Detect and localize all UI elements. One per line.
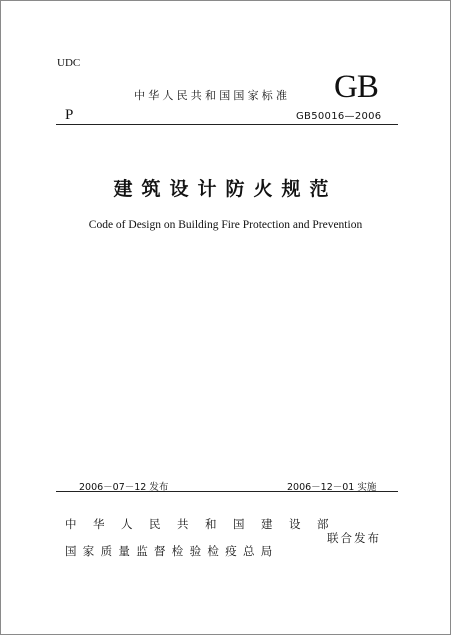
issuer-aqsiq: 国家质量监督检验检疫总局 — [65, 544, 279, 558]
joint-issue-label: 联合发布 — [327, 531, 381, 545]
title-english: Code of Design on Building Fire Protection and Prevention — [88, 219, 363, 231]
issue-date: 2006－07－12 发布 — [79, 482, 169, 493]
national-standard-name: 中华人民共和国国家标准 — [134, 89, 291, 102]
issuer-ministry: 中华人民共和国建设部 — [65, 517, 345, 531]
gb-logo: GB — [334, 69, 378, 105]
udc-label: UDC — [57, 57, 81, 69]
title-chinese: 建筑设计防火规范 — [113, 178, 338, 200]
implementation-date: 2006－12－01 实施 — [287, 482, 377, 493]
bottom-divider — [56, 491, 398, 492]
standard-number: GB50016—2006 — [296, 111, 382, 122]
category-code: P — [65, 107, 74, 123]
top-divider — [56, 124, 398, 125]
